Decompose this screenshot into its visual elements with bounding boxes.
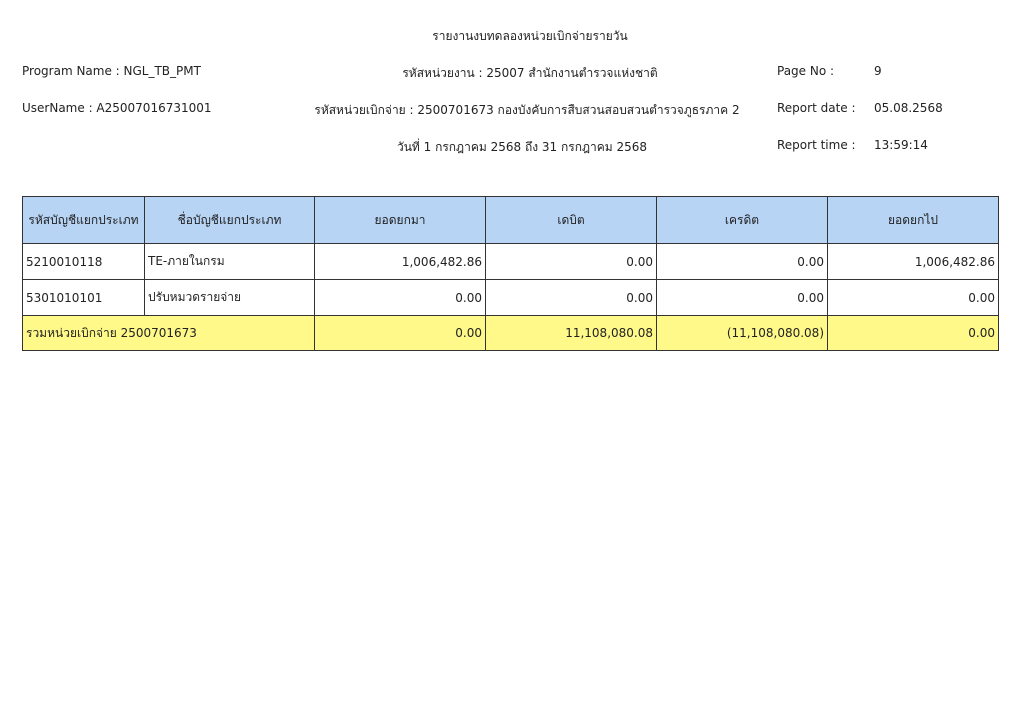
total-row [23,316,999,351]
column-header: เดบิต [486,197,657,244]
credit: 0.00 [657,244,828,280]
account-name: ปรับหมวดรายจ่าย [145,280,315,316]
agency-line: รหัสหน่วยงาน : 25007 สำนักงานตำรวจแห่งชาติ [402,66,658,80]
opening-balance: 0.00 [315,280,486,316]
report-date-label: Report date : [777,101,856,115]
report-time-value: 13:59:14 [874,138,928,152]
column-header: รหัสบัญชีแยกประเภท [23,197,145,244]
account-name: TE-ภายในกรม [145,244,315,280]
report-title: รายงานงบทดลองหน่วยเบิกจ่ายรายวัน [432,29,628,43]
page-no-label: Page No : [777,64,835,78]
total-label: รวมหน่วยเบิกจ่าย 2500701673 [23,316,315,351]
page-no-value: 9 [874,64,882,78]
credit: 0.00 [657,280,828,316]
total-opening-balance: 0.00 [315,316,486,351]
total-debit: 11,108,080.08 [486,316,657,351]
user-name: UserName : A25007016731001 [22,101,212,115]
trial-balance-table [22,196,999,351]
table-row [23,244,999,280]
total-credit: (11,108,080.08) [657,316,828,351]
account-code: 5210010118 [23,244,145,280]
report-time-label: Report time : [777,138,856,152]
account-code: 5301010101 [23,280,145,316]
column-header: ชื่อบัญชีแยกประเภท [145,197,315,244]
table-row [23,280,999,316]
program-name: Program Name : NGL_TB_PMT [22,64,201,78]
column-header: ยอดยกมา [315,197,486,244]
debit: 0.00 [486,244,657,280]
report-date-value: 05.08.2568 [874,101,943,115]
closing-balance: 1,006,482.86 [828,244,999,280]
opening-balance: 1,006,482.86 [315,244,486,280]
debit: 0.00 [486,280,657,316]
date-range: วันที่ 1 กรกฎาคม 2568 ถึง 31 กรกฎาคม 2568 [396,140,648,154]
column-header: ยอดยกไป [828,197,999,244]
closing-balance: 0.00 [828,280,999,316]
disbursing-unit-line: รหัสหน่วยเบิกจ่าย : 2500701673 กองบังคับการสืบสวนสอบสวนตำรวจภูธรภาค 2 [314,103,740,117]
column-header: เครดิต [657,197,828,244]
table-header-row [23,197,999,244]
total-closing-balance: 0.00 [828,316,999,351]
